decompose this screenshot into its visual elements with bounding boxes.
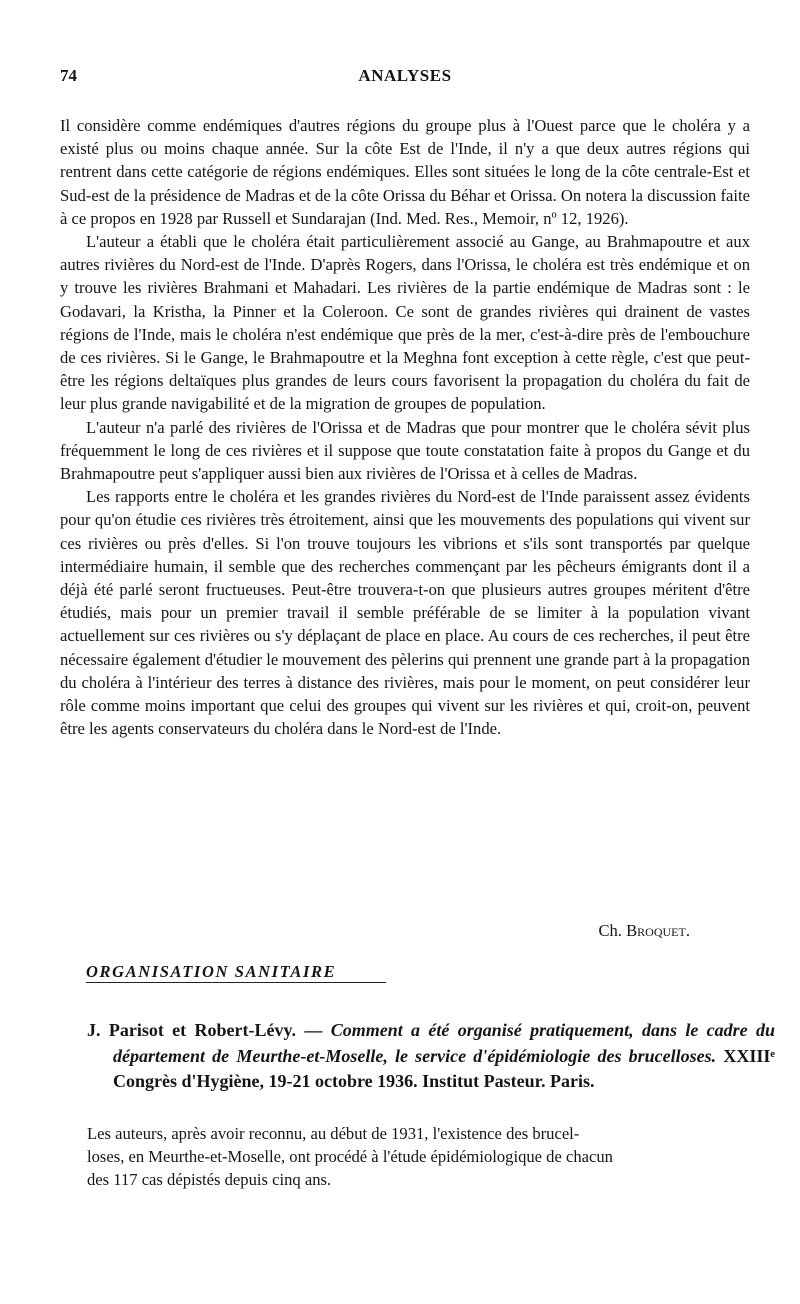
abstract-line-2: loses, en Meurthe-et-Moselle, ont procédé à l'étude épidémiologique de chacun — [87, 1147, 613, 1167]
entry-authors: J. Parisot et Robert-Lévy. — — [87, 1020, 331, 1040]
abstract — [87, 1122, 749, 1192]
entry-source: XXIIIᵉ Congrès d'Hygiène, 19-21 octobre 1936. Institut Pasteur. Paris. — [113, 1045, 775, 1091]
page-number: 74 — [60, 66, 77, 85]
signature-name: Broquet. — [626, 921, 690, 940]
running-head: ANALYSES — [358, 66, 452, 85]
paragraph-3: L'auteur n'a parlé des rivières de l'Orissa et de Madras que pour montrer que le choléra sévit plus fréquemment le long de ces rivières et il suppose que toute constatation faite à propos du Gange et du Brahmapoutre peut s'appliquer aussi bien aux rivières de l'Orissa et à celles de Madras. — [60, 417, 750, 484]
section-heading: ORGANISATION SANITAIRE — [86, 962, 337, 981]
bibliographic-entry — [87, 1018, 775, 1095]
paragraph-2: L'auteur a établi que le choléra était particulièrement associé au Gange, au Brahmapoutre et aux autres rivières du Nord-est de l'Inde. D'après Rogers, dans l'Orissa, le choléra est très endémique et on y trouve les rivières Brahmani et Mahadari. Les rivières de la partie endémique de Madras sont : le Godavari, la Kristha, la Pinner et la Coleroon. Ce sont de grandes rivières qui drainent de vastes régions de l'Inde, mais le choléra n'est endémique que près de la mer, c'est-à-dire près de l'embouchure de ces rivières. Si le Gange, le Brahmapoutre et la Meghna font exception à cette règle, c'est que peut-être les régions deltaïques plus grandes de leurs cours favorisent la propagation du choléra du fait de leur plus grande navigabilité et de la migration de groupes de population. — [60, 232, 750, 414]
abstract-line-1: Les auteurs, après avoir reconnu, au début de 1931, l'existence des brucel- — [87, 1124, 580, 1143]
entry-title: Comment a été organisé pratiquement, dans le cadre du département de Meurthe-et-Moselle, le service d'épidémiologie des brucelloses. — [113, 1020, 775, 1066]
article-body — [60, 114, 750, 740]
signature-prefix: Ch. — [598, 921, 627, 940]
signature — [60, 921, 690, 941]
section-rule — [86, 982, 386, 983]
paragraph-1: Il considère comme endémiques d'autres régions du groupe plus à l'Ouest parce que le choléra y a existé plus ou moins chaque année. Sur la côte Est de l'Inde, il n'y a que deux autres régions qui rentrent dans cette catégorie de régions endémiques. Elles sont situées le long de la côte centrale-Est et Sud-est de la présidence de Madras et de la côte Orissa du Béhar et Orissa. On notera la discussion faite à ce propos en 1928 par Russell et Sundarajan (Ind. Med. Res., Memoir, nº 12, 1926). — [60, 116, 750, 228]
page-header — [60, 66, 750, 92]
abstract-line-3: des 117 cas dépistés depuis cinq ans. — [87, 1170, 332, 1190]
paragraph-4: Les rapports entre le choléra et les grandes rivières du Nord-est de l'Inde paraissent assez évidents pour qu'on étudie ces rivières très étroitement, ainsi que les mouvements des populations qui vivent sur ces rivières ou près d'elles. Si l'on trouve toujours les vibrions et s'ils sont transportés par quelque intermédiaire humain, il semble que des recherches commençant par les pêcheurs émigrants dont il a déjà été parlé seront fructueuses. Peut-être trouvera-t-on que plusieurs autres groupes méritent d'être étudiés, mais pour un premier travail il semble préférable de se limiter à la population vivant actuellement sur ces rivières ou s'y déplaçant de place en place. Au cours de ces recherches, il peut être nécessaire également d'étudier le mouvement des pèlerins qui prennent une grande part à la propagation du choléra à l'intérieur des terres à distance des rivières, mais pour le moment, on peut considérer leur rôle comme moins important que celui des groupes qui vivent sur les rivières et qui, croit-on, peuvent être les agents conservateurs du choléra dans le Nord-est de l'Inde. — [60, 487, 750, 739]
